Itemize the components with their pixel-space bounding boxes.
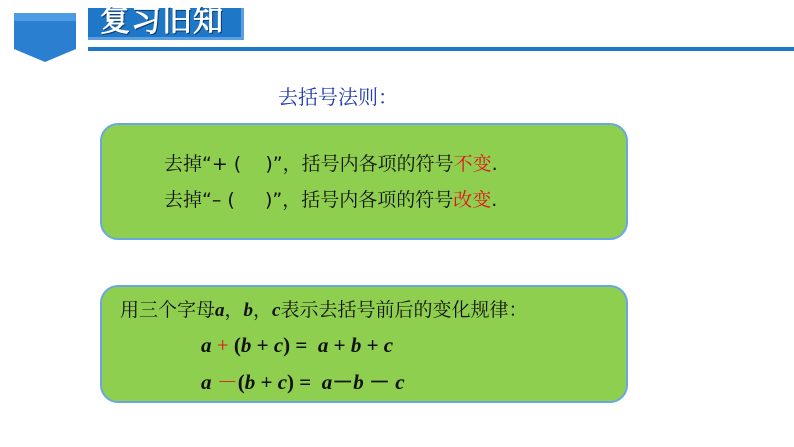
term-a: a xyxy=(317,333,329,357)
rules-box xyxy=(100,123,628,240)
var-b: b xyxy=(243,300,254,321)
operator: + xyxy=(328,333,351,357)
paren-open: ( xyxy=(233,333,241,357)
operator: + xyxy=(361,333,384,357)
term-a: a xyxy=(201,333,212,357)
term-b: b xyxy=(240,333,252,357)
term-b: b xyxy=(350,333,362,357)
page-title: 复习旧知 xyxy=(100,4,224,39)
term-c: c xyxy=(273,333,284,357)
var-a: a xyxy=(215,300,225,321)
term-c: c xyxy=(277,370,288,394)
operator-minus: － xyxy=(216,370,238,394)
minus-rule-period: . xyxy=(491,189,498,211)
paren-close-equals: ) = xyxy=(283,333,313,357)
minus-rule-line xyxy=(164,188,497,212)
inner-operator: + xyxy=(255,370,278,394)
separator: ， xyxy=(253,299,273,321)
section-badge-icon xyxy=(14,13,76,62)
minus-rule-text: 去掉“– ( )”，括号内各项的符号 xyxy=(164,189,454,211)
plus-rule-period: . xyxy=(491,153,498,175)
formula-plus xyxy=(201,332,393,358)
operator-plus: + xyxy=(216,333,229,357)
minus-rule-highlight: 改变 xyxy=(453,189,492,211)
term-b: b xyxy=(244,370,256,394)
term-c: c xyxy=(395,370,405,394)
term-c: c xyxy=(383,333,394,357)
term-b: b xyxy=(353,370,364,394)
pattern-intro-text: 用三个字母 xyxy=(120,299,216,321)
plus-rule-text: 去掉“+ ( )”，括号内各项的符号 xyxy=(164,153,454,175)
term-a: a xyxy=(321,370,333,394)
formula-minus xyxy=(201,369,405,395)
inner-operator: + xyxy=(251,333,274,357)
pattern-intro-text: 表示去括号前后的变化规律： xyxy=(280,299,528,321)
pattern-intro xyxy=(120,298,528,323)
paren-close-equals: ) = xyxy=(287,370,317,394)
term-a: a xyxy=(201,370,212,394)
separator: ， xyxy=(224,299,244,321)
operator: － xyxy=(332,370,354,394)
operator: － xyxy=(363,370,391,394)
paren-open: ( xyxy=(237,370,245,394)
plus-rule-highlight: 不变 xyxy=(453,153,492,175)
header-divider xyxy=(88,47,794,51)
rules-heading: 去括号法则： xyxy=(278,85,398,109)
var-c: c xyxy=(272,300,281,321)
plus-rule-line xyxy=(164,152,498,176)
